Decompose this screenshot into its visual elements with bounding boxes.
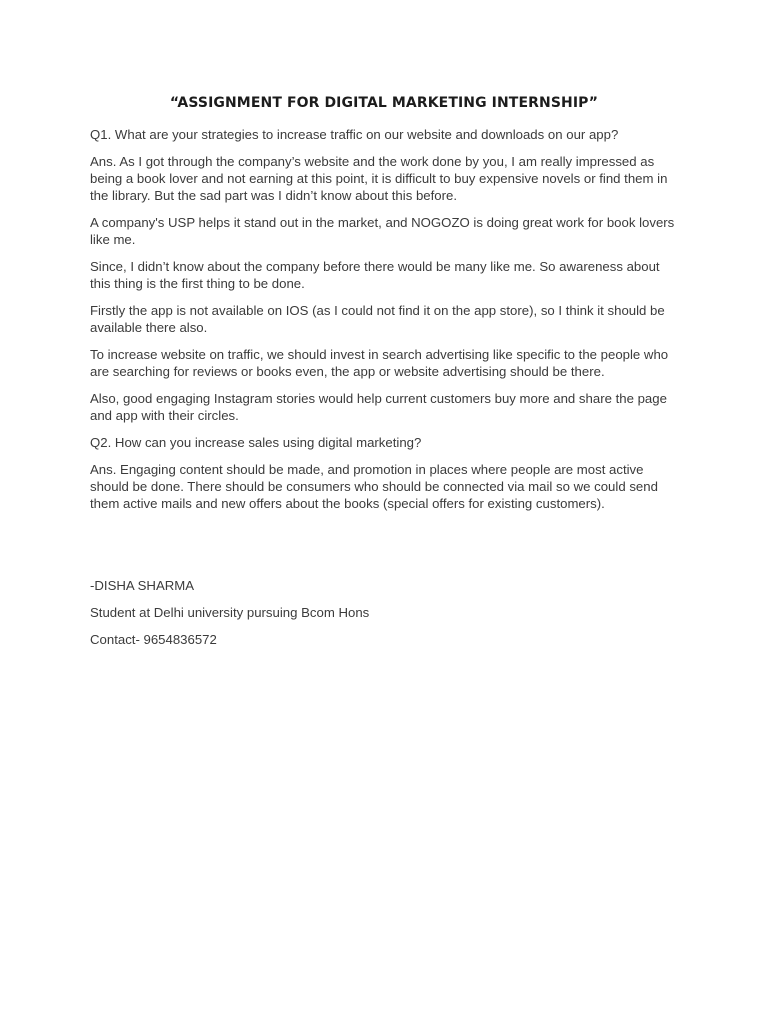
answer-1-paragraph: Also, good engaging Instagram stories would help current customers buy more and share the page and app with their circles. [90,391,667,423]
signature-contact: Contact- 9654836572 [90,632,217,647]
document-title: “ASSIGNMENT FOR DIGITAL MARKETING INTERNSHIP” [169,95,599,111]
signature-name: -DISHA SHARMA [90,578,195,593]
answer-2-paragraph: Ans. Engaging content should be made, and promotion in places where people are most active should be done. There should be consumers who should be connected via mail so we could send them active mails and new offers about the books (special offers for existing customers). [90,462,658,511]
answer-1-paragraph: Ans. As I got through the company’s website and the work done by you, I am really impressed as being a book lover and not earning at this point, it is difficult to buy expensive novels or find them in the library. But the sad part was I didn’t know about this before. [90,154,668,203]
signature-block [90,577,682,658]
answer-1-paragraph: A company's USP helps it stand out in the market, and NOGOZO is doing great work for book lovers like me. [90,215,675,247]
question-1: Q1. What are your strategies to increase traffic on our website and downloads on our app? [90,127,619,142]
answer-1-paragraph: Firstly the app is not available on IOS (as I could not find it on the app store), so I think it should be available there also. [90,303,665,335]
signature-affiliation: Student at Delhi university pursuing Bcom Hons [90,605,370,620]
document-body [90,126,682,522]
question-2: Q2. How can you increase sales using digital marketing? [90,435,422,450]
answer-1-paragraph: To increase website on traffic, we should invest in search advertising like specific to the people who are searching for reviews or books even, the app or website advertising should be there. [90,347,669,379]
answer-1-paragraph: Since, I didn’t know about the company before there would be many like me. So awareness about this thing is the first thing to be done. [90,259,660,291]
